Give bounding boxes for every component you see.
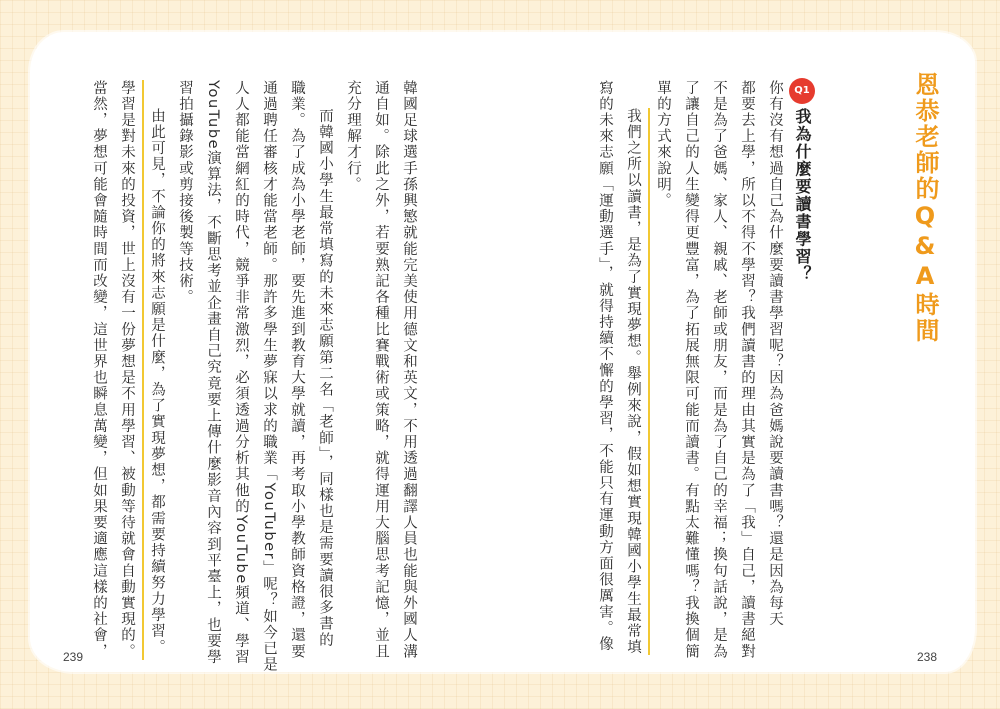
body-line: 當然，夢想可能會隨時間而改變，這世界也瞬息萬變，但如果要適應這樣的社會，	[91, 80, 107, 660]
page-number-right: 238	[917, 650, 938, 664]
body-line: 不是為了爸媽、家人、親戚、老師或朋友，而是為了自己的幸福；換句話說，是為	[711, 80, 727, 660]
body-line: 職業。為了成為小學老師，要先進到教育大學就讀，再考取小學教師資格證，還要	[289, 80, 305, 660]
section-title: 恩恭老師的Q&A時間	[911, 72, 939, 344]
body-line: 習拍攝錄影或剪接後製等技術。	[177, 80, 193, 306]
page-number-left: 239	[63, 650, 84, 664]
question-heading: 我為什麼要讀書學習？	[793, 108, 812, 283]
body-line: 由此可見，不論你的將來志願是什麼，為了實現夢想，都需要持續努力學習。	[149, 108, 165, 656]
body-line: 你有沒有想過自己為什麼要讀書學習呢？因為爸媽說要讀書嗎？還是因為每天	[767, 80, 783, 628]
body-line: 都要去上學，所以不得不學習？我們讀書的理由其實是為了「我」自己，讀書絕對	[739, 80, 755, 660]
highlighted-line: 學習是對未來的投資，世上沒有一份夢想是不用學習、被動等待就會自動實現的。	[113, 80, 144, 660]
body-line: YouTube演算法，不斷思考並企畫自己究竟要上傳什麼影音內容到平臺上，也要學	[205, 80, 221, 666]
body-line: 了讓自己的人生變得更豐富，為了拓展無限可能而讀書。有點太難懂嗎？我換個簡	[683, 80, 699, 660]
highlighted-line: 我們之所以讀書，是為了實現夢想。舉例來說，假如想實現韓國小學生最常填	[619, 108, 650, 655]
body-line: 充分理解才行。	[345, 80, 361, 193]
body-line: 韓國足球選手孫興慜就能完美使用德文和英文，不用透過翻譯人員也能與外國人溝	[401, 80, 417, 660]
body-line: 寫的未來志願「運動選手」，就得持續不懈的學習，不能只有運動方面很厲害。像	[597, 80, 613, 653]
body-line: 人人都能當網紅的時代，競爭非常激烈，必須透過分析其他的YouTube頻道、學習	[233, 80, 249, 666]
body-line: 而韓國小學生最常填寫的未來志願第二名「老師」，同樣也是需要讀很多書的	[317, 108, 333, 649]
body-line: 通過聘任審核才能當老師。那許多學生夢寐以求的職業「YouTuber」呢？如今已是	[261, 80, 277, 673]
body-line: 通自如。除此之外，若要熟記各種比賽戰術或策略，就得運用大腦思考記憶，並且	[373, 80, 389, 660]
question-badge-icon: Q1	[789, 78, 815, 104]
body-line: 單的方式來說明。	[655, 80, 671, 209]
